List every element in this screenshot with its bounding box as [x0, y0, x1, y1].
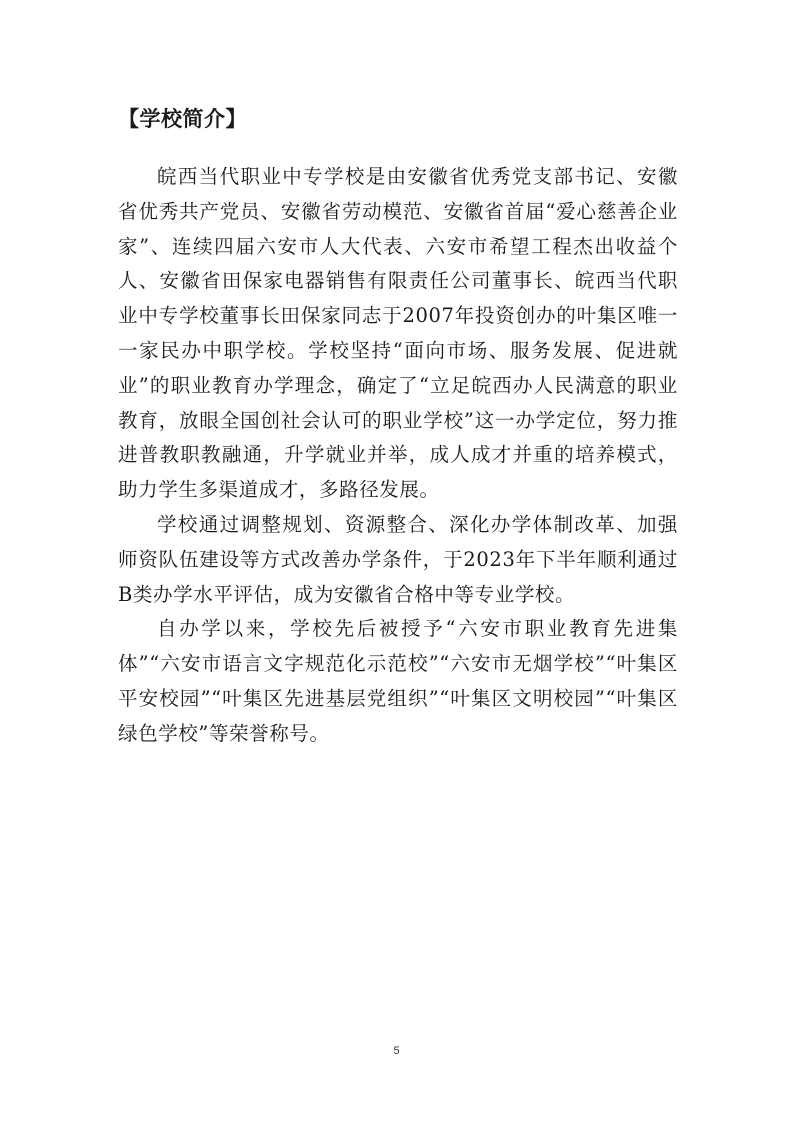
paragraph-school-evaluation: 学校通过调整规划、资源整合、深化办学体制改革、加强师资队伍建设等方式改善办学条件，于2023年下半年顺利通过B类办学水平评估，成为安徽省合格中等专业学校。: [118, 512, 678, 606]
section-heading: 【学校简介】: [118, 107, 247, 131]
paragraph-school-intro: 皖西当代职业中专学校是由安徽省优秀党支部书记、安徽省优秀共产党员、安徽省劳动模范、安徽省首届“爱心慈善企业家”、连续四届六安市人大代表、六安市希望工程杰出收益个人、安徽省田保家电器销售有限责任公司董事长、皖西当代职业中专学校董事长田保家同志于2007年投资创办的叶集区唯一一家民办中职学校。学校坚持“面向市场、服务发展、促进就业”的职业教育办学理念，确定了“立足皖西办人民满意的职业教育，放眼全国创社会认可的职业学校”这一办学定位，努力推进普教职教融通，升学就业并举，成人成才并重的培养模式，助力学生多渠道成才，多路径发展。: [118, 165, 678, 502]
page-number: 5: [393, 1045, 400, 1057]
document-body: [118, 160, 678, 752]
paragraph-school-honors: 自办学以来，学校先后被授予“六安市职业教育先进集体”“六安市语言文字规范化示范校”“六安市无烟学校”“叶集区平安校园”“叶集区先进基层党组织”“叶集区文明校园”“叶集区绿色学校”等荣誉称号。: [118, 617, 678, 745]
